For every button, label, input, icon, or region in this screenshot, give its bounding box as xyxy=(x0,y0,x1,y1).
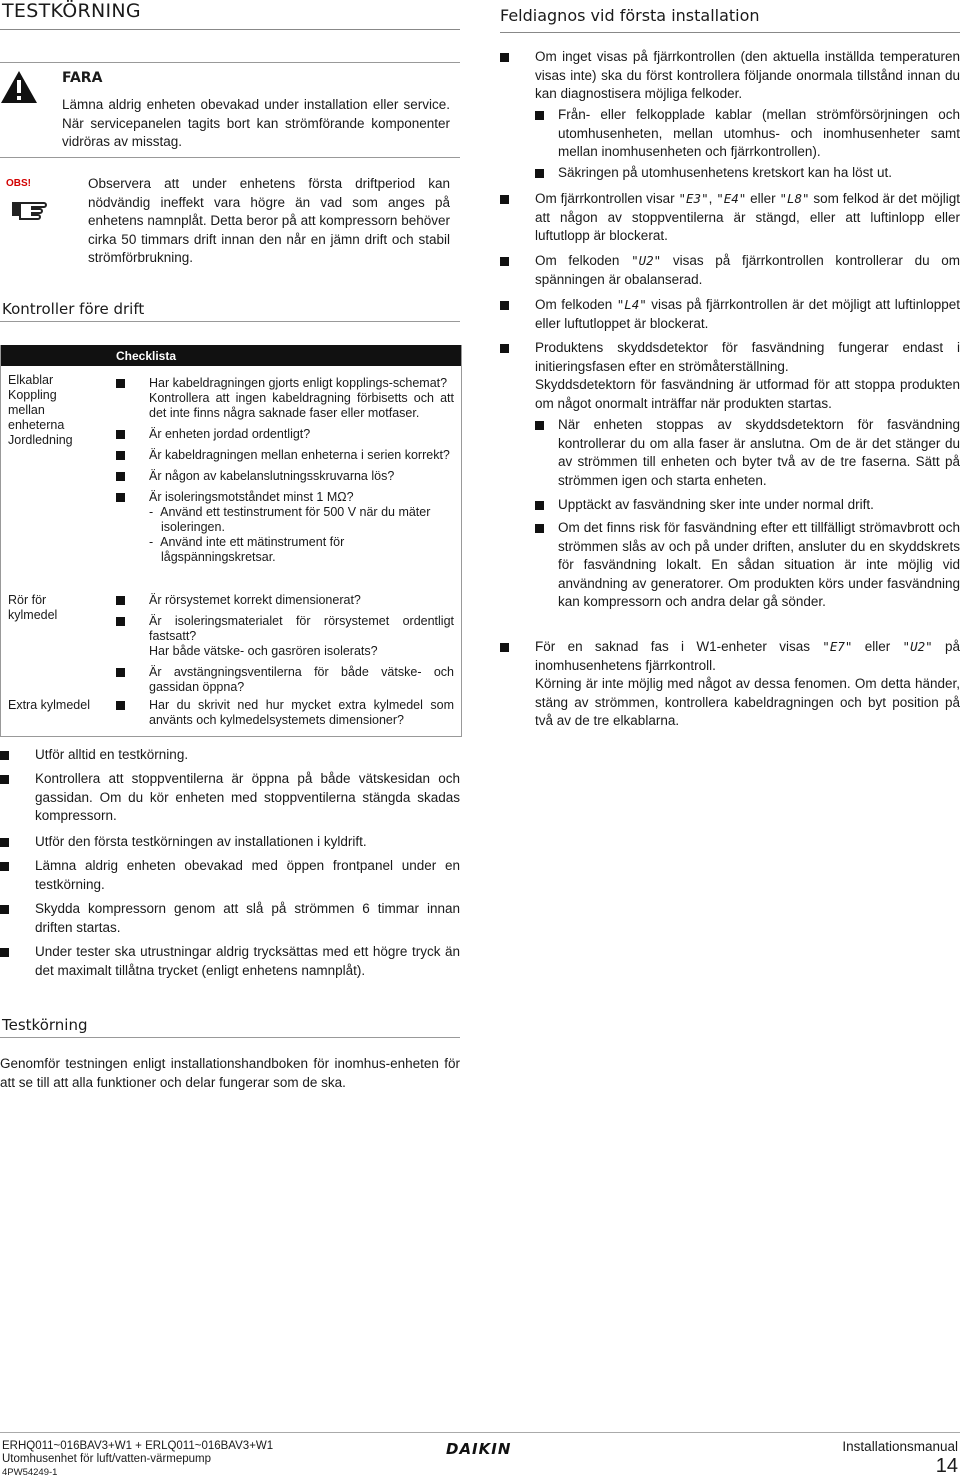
footer-product: Utomhusenhet för luft/vatten-värmepump xyxy=(2,1453,212,1465)
bullet-square xyxy=(116,451,125,460)
footer-model: ERHQ011~016BAV3+W1 + ERLQ011~016BAV3+W1 xyxy=(2,1440,274,1452)
checklist-item xyxy=(116,490,454,565)
bullet-item xyxy=(0,833,460,852)
checklist-item-text: Är avstängningsventilerna för både vätske- och gassidan öppna? xyxy=(149,665,454,694)
checklist-dash-item: - Använd inte ett mätinstrument för lågspänningskretsar. xyxy=(149,535,345,564)
group-label-electrical: Elkablar Koppling mellan enheterna Jordledning xyxy=(8,373,73,447)
bullet-square xyxy=(116,701,125,710)
error-code-u2: "U2" xyxy=(902,639,933,654)
checklist-header-label: Checklista xyxy=(116,349,177,363)
note-text: Observera att under enhetens första driftperiod kan nödvändig ineffekt vara högre än vad som anges på enhetens namnplåt. Detta beror på att kompressorn behöver cirka 50 timmars drift innan den når en jämn drift och stabil strömförbrukning. xyxy=(88,176,450,265)
diagnosis-subitem xyxy=(535,496,960,515)
checklist-item xyxy=(116,665,454,695)
group-items-extra-refrigerant xyxy=(116,698,454,734)
bullet-square xyxy=(0,775,9,784)
diagnosis-text: För en saknad fas i W1-enheter visas "E7" eller "U2" på inomhusenhetens fjärrkontroll. xyxy=(535,639,960,673)
bullet-text: Utför den första testkörningen av installationen i kyldrift. xyxy=(35,834,367,849)
header-rule-left xyxy=(0,29,460,30)
bullet-square xyxy=(116,668,125,677)
checklist-item xyxy=(116,469,454,484)
bullet-text: Skydda kompressorn genom att slå på strömmen 6 timmar innan driften startas. xyxy=(35,901,460,935)
diagnosis-subtext: Om det finns risk för fasvändning efter ett tillfälligt strömavbrott och strömmen slås av och på under driften, ansluter du en skyddskrets för fasvändning lokalt. En sådan situation är inte möjlig vid användning av generatorer. Om produkten körs under fasvändning kan kompressorn och andra delar gå sönder. xyxy=(558,520,960,609)
bullet-square xyxy=(116,596,125,605)
checklist-item-text: Har kabeldragningen gjorts enligt kopplings-schemat? xyxy=(149,376,448,390)
bullet-square xyxy=(0,948,9,957)
diagnosis-text-continued: Skyddsdetektorn för fasvändning är utformad för att stoppa produkten om något onormalt inträffar när produkten startas. xyxy=(535,377,960,411)
checklist-item xyxy=(116,698,454,728)
bullet-text: Lämna aldrig enheten obevakad med öppen frontpanel under en testkörning. xyxy=(35,858,460,892)
bullet-item xyxy=(0,943,460,980)
group-label-extra-refrigerant: Extra kylmedel xyxy=(8,698,90,712)
bullet-item xyxy=(0,746,460,765)
diagnosis-text-continued: Körning är inte möjlig med något av dessa fenomen. Om detta händer, stäng av strömmen, kontrollera kabeldragningen och byt position på två av de tre elkablarna. xyxy=(535,676,960,728)
diagnosis-subtext: När enheten stoppas av skyddsdetektorn för fasvändning kontrollerar du om alla faser är anslutna. Om de är det stänger du av strömmen till enheten och byter två av de tre faserna. Sätt på strömmen igen och starta enheten. xyxy=(558,417,960,488)
checklist-item xyxy=(116,376,454,421)
bullet-item xyxy=(0,900,460,937)
checklist-item-text: Är rörsystemet korrekt dimensionerat? xyxy=(149,593,361,607)
checklist-item xyxy=(116,448,454,463)
checklist-item-subtext: Kontrollera att ingen kabeldragning förbisetts och att det inte finns några saknade faser eller motfaser. xyxy=(149,391,454,420)
error-code-e7: "E7" xyxy=(822,639,853,654)
pre-check-rule xyxy=(0,321,460,322)
error-code-l8: "L8" xyxy=(779,191,810,206)
pre-check-heading: Kontroller före drift xyxy=(2,300,145,318)
error-code-e3: "E3" xyxy=(678,191,709,206)
bullet-text: Kontrollera att stoppventilerna är öppna på både vätskesidan och gassidan. Om du kör enheten med stoppventilerna stängda skadas kompressorn. xyxy=(35,771,460,823)
group-items-electrical xyxy=(116,376,454,571)
bullet-square xyxy=(500,301,509,310)
bullet-square xyxy=(116,617,125,626)
bullet-square xyxy=(535,169,544,178)
diagnosis-text: Om fjärrkontrollen visar "E3", "E4" eller "L8" som felkod är det möjligt att någon av stoppventilerna är stängd, eller att luftinlopp eller luftutlopp är blockerat. xyxy=(535,191,960,243)
diagnosis-item xyxy=(500,190,960,246)
error-code-l4: "L4" xyxy=(616,297,647,312)
test-run-text: Genomför testningen enligt installationshandboken för inomhus-enheten för att se till att alla funktioner och delar fungerar som de ska. xyxy=(0,1056,460,1090)
checklist-item xyxy=(116,614,454,659)
diagnosis-subitem xyxy=(535,164,960,183)
diagnosis-item xyxy=(500,48,960,104)
bullet-square xyxy=(500,195,509,204)
bullet-square xyxy=(500,53,509,62)
diagnosis-subitem xyxy=(535,519,960,612)
footer-doc-number: 4PW54249-1 xyxy=(2,1467,58,1478)
bullet-square xyxy=(0,838,9,847)
diagnosis-text: Om inget visas på fjärrkontrollen (den aktuella inställda temperaturen visas inte) ska du först kontrollera följande onormala tillstånd innan du kan diagnostisera möjliga felkoder. xyxy=(535,49,960,101)
test-run-heading: Testkörning xyxy=(2,1016,88,1034)
diagnosis-text: Produktens skyddsdetektor för fasvändning fungerar endast i initieringsfasen efter en strömåterställning. xyxy=(535,340,960,374)
diagnosis-subtext: Från- eller felkopplade kablar (mellan strömförsörjningen och utomhusenheten, mellan utomhus- och inomhusenheter samt mellan inomhusenheten och fjärrkontrollen). xyxy=(558,107,960,159)
group-items-refrigerant-pipes xyxy=(116,593,454,701)
checklist-item-text: Är enheten jordad ordentligt? xyxy=(149,427,311,441)
bullet-text: Under tester ska utrustningar aldrig trycksättas med ett högre tryck än det maximalt tillåtna trycket (enligt enhetens namnplåt). xyxy=(35,944,460,978)
checklist-item xyxy=(116,593,454,608)
bullet-square xyxy=(116,493,125,502)
bullet-square xyxy=(535,111,544,120)
danger-rule-bottom xyxy=(0,157,460,158)
diagnosis-subitem xyxy=(535,106,960,162)
checklist-item-text: Är någon av kabelanslutningsskruvarna lös? xyxy=(149,469,395,483)
page-section-title: TESTKÖRNING xyxy=(2,0,141,22)
danger-title: FARA xyxy=(62,70,103,86)
bullet-square xyxy=(535,524,544,533)
bullet-square xyxy=(116,430,125,439)
right-section-title: Feldiagnos vid första installation xyxy=(500,6,760,25)
brand-logo: DAIKIN xyxy=(446,1440,512,1458)
diagnosis-item xyxy=(500,252,960,289)
diagnosis-text: Om felkoden "L4" visas på fjärrkontrollen är det möjligt att luftinloppet eller luftutloppet är blockerat. xyxy=(535,297,960,331)
bullet-item xyxy=(0,770,460,826)
diagnosis-subitem xyxy=(535,416,960,490)
diagnosis-subtext: Säkringen på utomhusenhetens kretskort kan ha löst ut. xyxy=(558,165,892,180)
pointing-hand-icon xyxy=(10,194,54,223)
error-code-u2: "U2" xyxy=(631,253,662,268)
bullet-square xyxy=(116,379,125,388)
footer-rule xyxy=(0,1432,960,1433)
danger-text: Lämna aldrig enheten obevakad under installation eller service. När servicepanelen tagits bort kan strömförande komponenter vidröras av misstag. xyxy=(62,97,450,149)
warning-icon xyxy=(0,70,38,107)
bullet-square xyxy=(535,501,544,510)
checklist-header-bar xyxy=(1,345,461,366)
diagnosis-subtext: Upptäckt av fasvändning sker inte under normal drift. xyxy=(558,497,874,512)
test-run-rule xyxy=(0,1037,460,1038)
bullet-square xyxy=(0,751,9,760)
checklist-dash-item: - Använd ett testinstrument för 500 V när du mäter isoleringen. xyxy=(149,505,431,534)
bullet-text: Utför alltid en testkörning. xyxy=(35,747,189,762)
error-code-e4: "E4" xyxy=(716,191,747,206)
checklist-item xyxy=(116,427,454,442)
bullet-square xyxy=(0,862,9,871)
diagnosis-item xyxy=(500,296,960,333)
bullet-square xyxy=(116,472,125,481)
diagnosis-text: Om felkoden "U2" visas på fjärrkontrollen kontrollerar du om spänningen är obalanserad. xyxy=(535,253,960,287)
checklist-table xyxy=(0,345,462,737)
bullet-square xyxy=(500,344,509,353)
bullet-square xyxy=(0,905,9,914)
note-label: OBS! xyxy=(6,178,31,189)
checklist-item-text: Är isoleringsmotståndet minst 1 MΩ? xyxy=(149,490,354,504)
page-number: 14 xyxy=(935,1455,958,1477)
bullet-square xyxy=(535,421,544,430)
bullet-square xyxy=(500,257,509,266)
checklist-item-subtext: Har både vätske- och gasrören isolerats? xyxy=(149,644,378,658)
danger-rule-top xyxy=(0,62,460,63)
footer-manual: Installationsmanual xyxy=(842,1439,958,1454)
diagnosis-item xyxy=(500,339,960,413)
diagnosis-item xyxy=(500,638,960,731)
checklist-item-text: Är kabeldragningen mellan enheterna i serien korrekt? xyxy=(149,448,450,462)
checklist-item-text: Har du skrivit ned hur mycket extra kylmedel som använts och kylmedelsystemets dimensioner? xyxy=(149,698,454,727)
checklist-item-text: Är isoleringsmaterialet för rörsystemet ordentligt fastsatt? xyxy=(149,614,454,643)
header-rule-right xyxy=(500,32,960,33)
bullet-item xyxy=(0,857,460,894)
bullet-square xyxy=(500,643,509,652)
group-label-refrigerant-pipes: Rör för kylmedel xyxy=(8,593,58,622)
